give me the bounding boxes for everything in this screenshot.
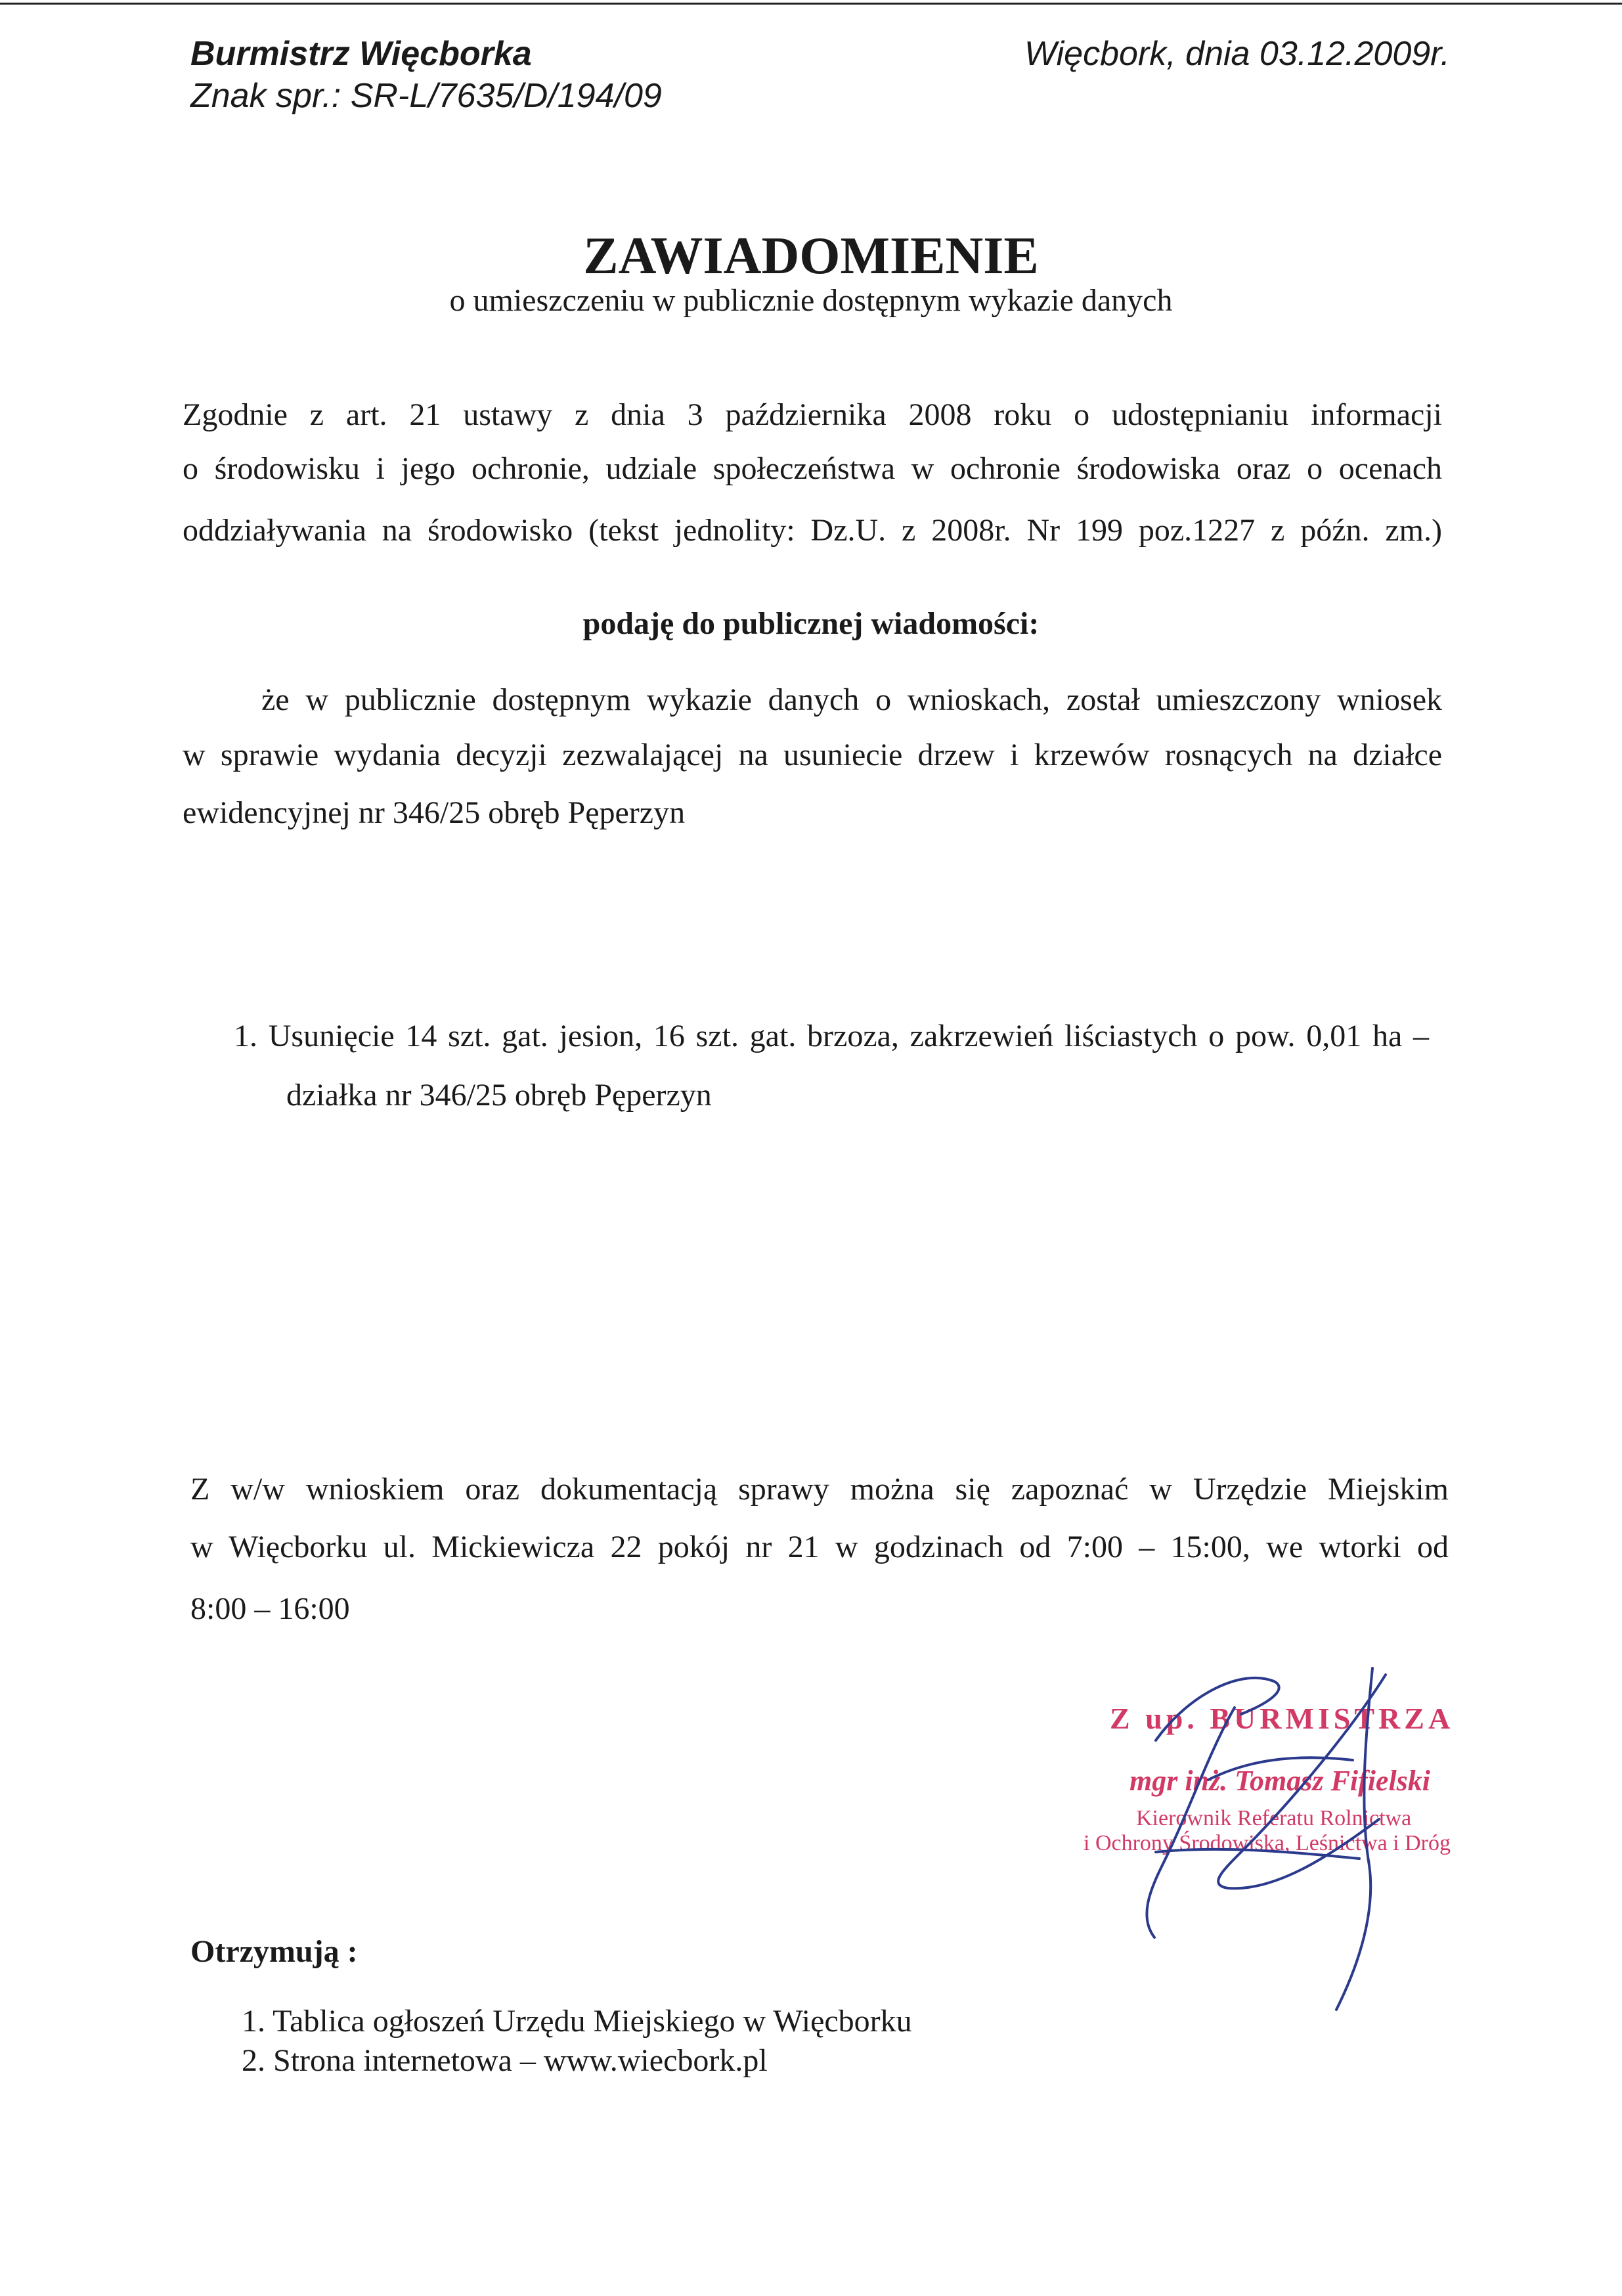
recipient-item: 1. Tablica ogłoszeń Urzędu Miejskiego w Więcborku: [242, 2004, 912, 2039]
reference-number: Znak spr.: SR-L/7635/D/194/09: [190, 77, 662, 115]
official-stamp-position: Kierownik Referatu Rolnictwa: [1136, 1806, 1412, 1830]
handwritten-signature: [1077, 1655, 1484, 2023]
recipient-item: 2. Strona internetowa – www.wiecbork.pl: [242, 2043, 768, 2078]
official-stamp-line: Z up. BURMISTRZA: [1110, 1702, 1455, 1735]
paragraph3-line: 8:00 – 16:00: [190, 1591, 350, 1626]
document-title: ZAWIADOMIENIE: [583, 227, 1039, 285]
paragraph2-line: w sprawie wydania decyzji zezwalającej na usuniecie drzew i krzewów rosnących na działce: [183, 738, 1442, 772]
official-stamp-department: i Ochrony Środowiska, Leśnictwa i Dróg: [1084, 1831, 1451, 1855]
paragraph1-line: oddziaływania na środowisko (tekst jednolity: Dz.U. z 2008r. Nr 199 poz.1227 z późn. zm.): [183, 513, 1442, 548]
paragraph2-line: że w publicznie dostępnym wykazie danych o wnioskach, został umieszczony wniosek: [261, 682, 1442, 717]
list-item-continuation: działka nr 346/25 obręb Pęperzyn: [286, 1078, 712, 1113]
paragraph3-line: w Więcborku ul. Mickiewicza 22 pokój nr 21 w godzinach od 7:00 – 15:00, we wtorki od: [190, 1530, 1449, 1564]
paragraph1-line: Zgodnie z art. 21 ustawy z dnia 3 października 2008 roku o udostępnianiu informacji: [183, 397, 1442, 432]
top-border-line: [0, 3, 1622, 5]
paragraph1-line: o środowisku i jego ochronie, udziale społeczeństwa w ochronie środowiska oraz o ocenach: [183, 451, 1442, 486]
place-and-date: Więcbork, dnia 03.12.2009r.: [1024, 35, 1450, 73]
official-stamp-name: mgr inż. Tomasz Fifielski: [1129, 1765, 1431, 1797]
sender-name: Burmistrz Więcborka: [190, 35, 532, 73]
paragraph2-line: ewidencyjnej nr 346/25 obręb Pęperzyn: [183, 795, 686, 830]
announcement-heading: podaję do publicznej wiadomości:: [582, 606, 1040, 641]
list-item: 1. Usunięcie 14 szt. gat. jesion, 16 szt. gat. brzoza, zakrzewień liściastych o pow. 0,01 ha –: [234, 1019, 1429, 1053]
recipients-heading: Otrzymują :: [190, 1934, 358, 1969]
document-subtitle: o umieszczeniu w publicznie dostępnym wykazie danych: [449, 283, 1173, 318]
paragraph3-line: Z w/w wnioskiem oraz dokumentacją sprawy można się zapoznać w Urzędzie Miejskim: [190, 1472, 1449, 1507]
